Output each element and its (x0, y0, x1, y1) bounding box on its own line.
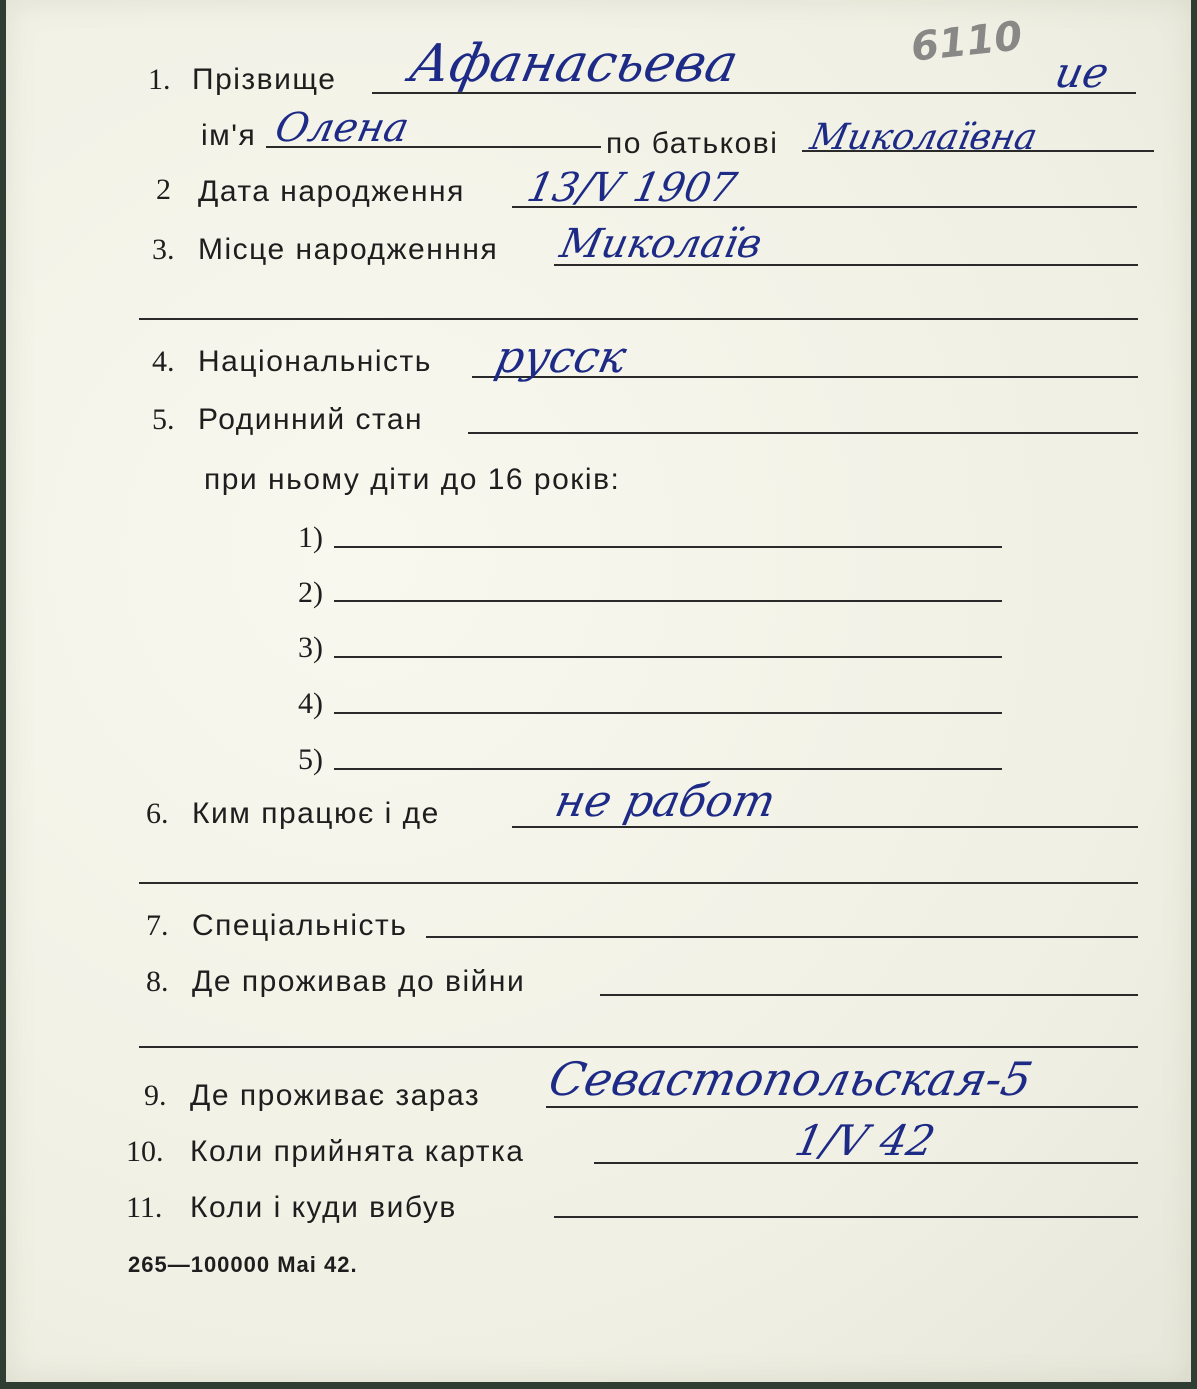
field-7-number: 7. (146, 909, 169, 942)
child-1-line (334, 546, 1002, 548)
child-4-line (334, 712, 1002, 714)
birth-place-line-2 (139, 318, 1138, 320)
child-2-line (334, 600, 1002, 602)
pencil-number: 6110 (908, 13, 1025, 71)
field-1-number: 1. (148, 63, 171, 96)
occupation-line-2 (139, 882, 1138, 884)
occupation-handwritten: не работ (550, 776, 781, 827)
prewar-residence-line (600, 994, 1138, 996)
registration-card (6, 0, 1191, 1382)
first-name-label: ім'я (201, 119, 257, 152)
child-3-line (334, 656, 1002, 658)
print-run-footer: 265—100000 Mai 42. (128, 1252, 358, 1277)
patronymic-handwritten: Миколаївна (806, 117, 1041, 158)
field-11-number: 11. (126, 1191, 163, 1224)
birth-date-handwritten: 13/V 1907 (523, 165, 741, 211)
children-label: при ньому діти до 16 років: (204, 463, 621, 496)
current-residence-label: Де проживає зараз (190, 1079, 481, 1112)
birth-place-handwritten: Миколаїв (556, 221, 766, 267)
field-10-number: 10. (126, 1135, 164, 1168)
field-5-number: 5. (152, 403, 175, 436)
departed-label: Коли і куди вибув (190, 1191, 457, 1224)
surname-handwritten: Афанасьева (404, 34, 744, 94)
field-9-number: 9. (144, 1079, 167, 1112)
current-residence-line (546, 1106, 1138, 1108)
child-2-number: 2) (298, 576, 323, 609)
current-residence-handwritten: Севастопольская-5 (544, 1052, 1038, 1106)
child-4-number: 4) (298, 687, 323, 720)
departed-line (554, 1216, 1138, 1218)
occupation-label: Ким працює і де (192, 797, 440, 830)
child-5-number: 5) (298, 743, 323, 776)
field-2-number: 2 (156, 173, 171, 206)
child-3-number: 3) (298, 631, 323, 664)
specialty-label: Спеціальність (192, 909, 408, 942)
surname-suffix-handwritten: ие (1050, 48, 1114, 97)
surname-label: Прізвище (192, 63, 337, 96)
prewar-residence-label: Де проживав до війни (192, 965, 526, 998)
birth-date-label: Дата народження (198, 175, 465, 208)
birth-place-label: Місце народженння (198, 233, 499, 266)
specialty-line (426, 936, 1138, 938)
field-8-number: 8. (146, 965, 169, 998)
marital-status-line (468, 432, 1138, 434)
nationality-handwritten: русск (490, 332, 631, 383)
field-4-number: 4. (152, 345, 175, 378)
nationality-label: Національність (198, 345, 432, 378)
field-6-number: 6. (146, 797, 169, 830)
patronymic-label: по батькові (606, 127, 779, 160)
field-3-number: 3. (152, 233, 175, 266)
marital-status-label: Родинний стан (198, 403, 424, 436)
prewar-residence-line-2 (139, 1046, 1138, 1048)
card-accepted-handwritten: 1/V 42 (790, 1116, 940, 1165)
scan-border-right (1191, 0, 1197, 1389)
child-5-line (334, 768, 1002, 770)
scan-border-bottom (0, 1382, 1197, 1389)
first-name-handwritten: Олена (271, 105, 414, 151)
card-accepted-label: Коли прийнята картка (190, 1135, 525, 1168)
child-1-number: 1) (298, 521, 323, 554)
